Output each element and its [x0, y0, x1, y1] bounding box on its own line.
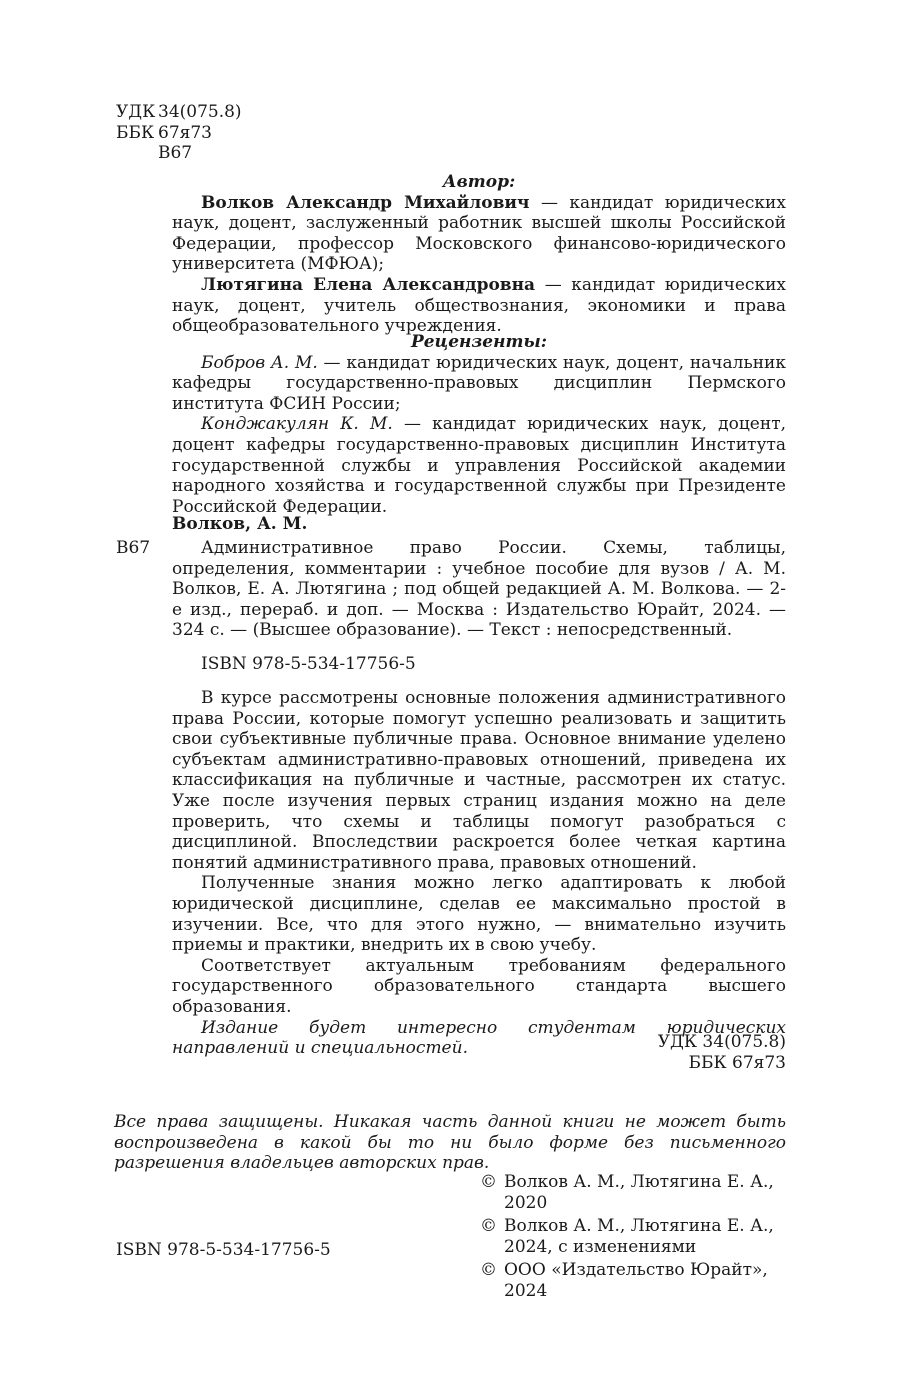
bbk-line [116, 123, 242, 144]
authors-heading: Автор: [442, 172, 516, 192]
reviewers-section [172, 332, 786, 517]
udk-line [116, 102, 242, 123]
author-desc: — кандидат юридических наук, доцент, заслуженный работник высшей школы Российской Федерации, профессор Московского финансово-юридического университета (МФЮА); [172, 192, 786, 275]
abstract-paragraph: Полученные знания можно легко адаптировать к любой юридической дисциплине, сделав ее максимально простой в изучении. Все, что для этого нужно, — внимательно изучить приемы и практики, внедрить их в свою учебу. [172, 873, 786, 956]
classification-udk: УДК 34(075.8) [657, 1032, 786, 1052]
copyright-line [480, 1216, 790, 1257]
bbk-label: ББК [116, 122, 155, 143]
udk-bbk-block [116, 102, 242, 164]
author-entry [172, 193, 786, 275]
copyright-text: ООО «Издательство Юрайт», 2024 [504, 1260, 768, 1301]
copyright-line [480, 1260, 790, 1301]
author-sign-line [116, 143, 242, 164]
catalog-description: Административное право России. Схемы, таблицы, определения, комментарии : учебное пособие для вузов / А. М. Волков, Е. А. Лютягина ; под общей редакцией А. М. Волкова. — 2-е изд., перераб. и доп. — Москва : Издательство Юрайт, 2024. — 324 с. — (Высшее образование). — Текст : непосредственный. [172, 538, 786, 641]
classification-bbk: ББК 67я73 [688, 1052, 786, 1073]
author-entry [172, 275, 786, 337]
catalog-description-block [172, 538, 786, 641]
author-name: Волков Александр Михайлович [201, 192, 530, 213]
catalog-author-heading [172, 514, 786, 535]
catalog-sign: В67 [116, 538, 151, 558]
catalog-isbn-block [172, 654, 786, 675]
copyright-text: Волков А. М., Лютягина Е. А., 2020 [504, 1172, 774, 1213]
catalog-author: Волков, А. М. [172, 514, 308, 534]
copyright-symbol: © [480, 1172, 497, 1192]
copyright-text: Волков А. М., Лютягина Е. А., 2024, с изменениями [504, 1216, 774, 1257]
udk-label: УДК [116, 102, 156, 122]
reviewer-name: Конджакулян К. М. [201, 414, 393, 435]
reviewers-heading: Рецензенты: [410, 332, 548, 352]
udk-value: 34(075.8) [158, 102, 242, 122]
copyright-symbol: © [480, 1260, 497, 1281]
reviewer-desc: — кандидат юридических наук, доцент, доцент кафедры государственно-правовых дисциплин Института государственной службы и управления Российской академии народного хозяйства и государственной службы при Президенте Российской Федерации. [172, 414, 787, 517]
catalog-isbn: ISBN 978-5-534-17756-5 [201, 654, 416, 674]
reviewer-entry [172, 414, 786, 517]
abstract-paragraph: В курсе рассмотрены основные положения административного права России, которые помогут успешно реализовать и защитить свои субъективные публичные права. Основное внимание уделено субъектам административно-правовых отношений, приведена их классификация на публичные и частные, рассмотрен их статус. Уже после изучения первых страниц издания можно на деле проверить, что схемы и таблицы помогут разобраться с дисциплиной. Впоследствии раскроется более четкая картина понятий административного права, правовых отношений. [172, 688, 786, 873]
copyright-block [480, 1172, 790, 1302]
author-name: Лютягина Елена Александровна [201, 274, 536, 295]
authors-section [172, 172, 786, 337]
reviewer-entry [172, 353, 786, 415]
copyright-symbol: © [480, 1216, 497, 1237]
reviewer-desc: — кандидат юридических наук, доцент, начальник кафедры государственно-правовых дисциплин Пермского института ФСИН России; [172, 352, 786, 414]
footer-isbn: ISBN 978-5-534-17756-5 [116, 1240, 331, 1260]
bbk-value: 67я73 [158, 122, 212, 143]
abstract-paragraph: Соответствует актуальным требованиям федерального государственного образовательного стандарта высшего образования. [172, 955, 786, 1017]
copyright-line [480, 1172, 790, 1213]
abstract-paragraph: Издание будет интересно студентам юридических направлений и специальностей. [172, 1017, 786, 1059]
author-sign: В67 [158, 143, 193, 164]
abstract-section [172, 688, 786, 1059]
author-desc: — кандидат юридических наук, доцент, учитель обществознания, экономики и права общеобразовательного учреждения. [172, 274, 786, 337]
rights-notice: Все права защищены. Никакая часть данной книги не может быть воспроизведена в какой бы то ни было форме без письменного разрешения владельцев авторских прав. [114, 1112, 786, 1174]
classification-block [172, 1032, 786, 1073]
reviewer-name: Бобров А. М. [201, 352, 318, 373]
